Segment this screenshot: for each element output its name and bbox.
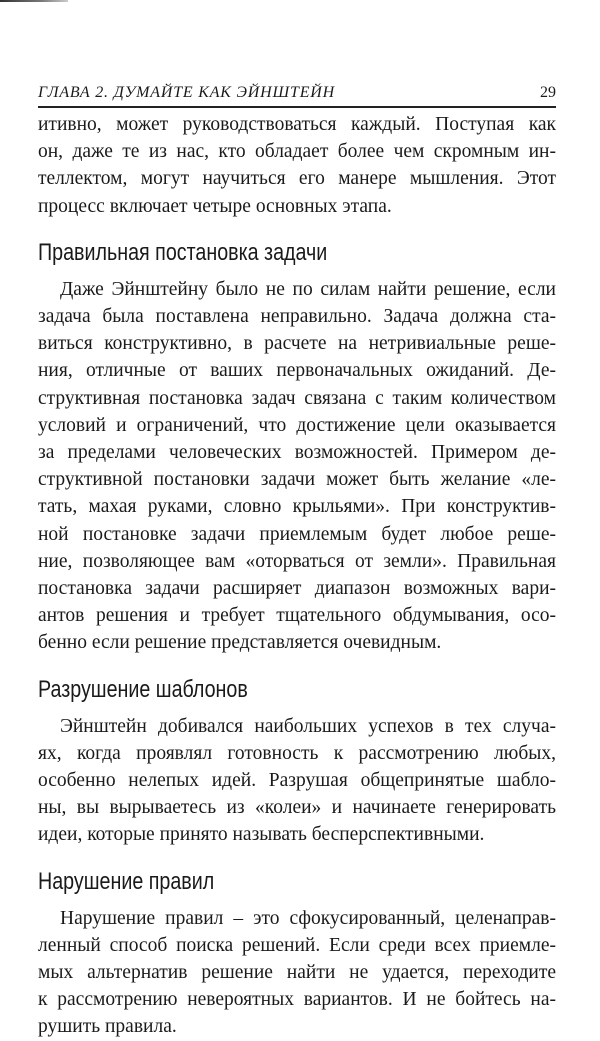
text-line: он, даже те из нас, кто обладает более чем скромным ин- bbox=[38, 141, 556, 163]
text-line: ние, позволяющее вам «оторваться от земли». Правильная bbox=[38, 550, 556, 572]
text-line: ях, когда проявлял готовность к рассмотрению любых, bbox=[38, 742, 556, 764]
section-heading: Разрушение шаблонов bbox=[38, 675, 248, 703]
text-line: бенно если решение представляется очевидным. bbox=[38, 632, 442, 654]
chapter-title: ГЛАВА 2. ДУМАЙТЕ КАК ЭЙНШТЕЙН bbox=[38, 84, 335, 101]
intro-paragraph bbox=[38, 111, 556, 220]
text-line: идеи, которые принято называть бесперспективными. bbox=[38, 824, 485, 846]
section-paragraph bbox=[38, 905, 556, 1041]
text-line: виться конструктивно, в расчете на нетривиальные реше- bbox=[38, 333, 556, 355]
text-line: особенно нелепых идей. Разрушая общепринятые шабло- bbox=[38, 770, 556, 792]
text-line: мых альтернатив решение найти не удается, переходите bbox=[38, 962, 556, 984]
text-line: ния, отличные от ваших первоначальных ожиданий. Де- bbox=[38, 360, 556, 382]
text-line: теллектом, могут научиться его манере мышления. Этот bbox=[38, 168, 556, 190]
text-line: задача была поставлена неправильно. Задача должна ста- bbox=[38, 306, 556, 328]
text-line: Даже Эйнштейну было не по силам найти решение, если bbox=[60, 278, 556, 300]
text-line: антов решения и требует тщательного обдумывания, осо- bbox=[38, 605, 556, 627]
text-line: постановка задачи расширяет диапазон возможных вари- bbox=[38, 578, 556, 600]
running-head bbox=[38, 78, 556, 108]
text-line: Эйнштейн добивался наибольших успехов в тех случа- bbox=[60, 715, 556, 737]
section-breaking-patterns bbox=[38, 671, 556, 849]
text-line: рушить правила. bbox=[38, 1016, 177, 1038]
text-line: к рассмотрению невероятных вариантов. И не бойтесь на- bbox=[38, 989, 556, 1011]
text-line: тать, махая руками, словно крыльями». При конструктив- bbox=[38, 496, 556, 518]
text-line: Нарушение правил – это сфокусированный, целенаправ- bbox=[60, 907, 556, 929]
text-line: структивная постановка задач связана с таким количеством bbox=[38, 387, 556, 409]
section-paragraph bbox=[38, 713, 556, 849]
section-breaking-rules bbox=[38, 863, 556, 1041]
text-line: ной постановке задачи приемлемым будет любое реше- bbox=[38, 523, 556, 545]
text-line: за пределами человеческих возможностей. Примером де- bbox=[38, 442, 556, 464]
text-line: структивной постановки задачи может быть желание «ле- bbox=[38, 469, 556, 491]
section-correct-problem-statement bbox=[38, 234, 556, 657]
text-line: ны, вы вырываетесь из «колеи» и начинаете генерировать bbox=[38, 797, 556, 819]
section-heading: Нарушение правил bbox=[38, 867, 215, 895]
book-page bbox=[38, 78, 556, 1041]
text-line: итивно, может руководствоваться каждый. Поступая как bbox=[38, 114, 556, 135]
section-heading: Правильная постановка задачи bbox=[38, 238, 328, 266]
text-line: процесс включает четыре основных этапа. bbox=[38, 195, 392, 217]
section-paragraph bbox=[38, 276, 556, 657]
text-line: условий и ограничений, что достижение цели оказывается bbox=[38, 414, 556, 436]
scan-artifact-mark bbox=[0, 0, 68, 2]
text-line: ленный способ поиска решений. Если среди всех приемле- bbox=[38, 934, 556, 956]
page-number: 29 bbox=[540, 84, 556, 101]
